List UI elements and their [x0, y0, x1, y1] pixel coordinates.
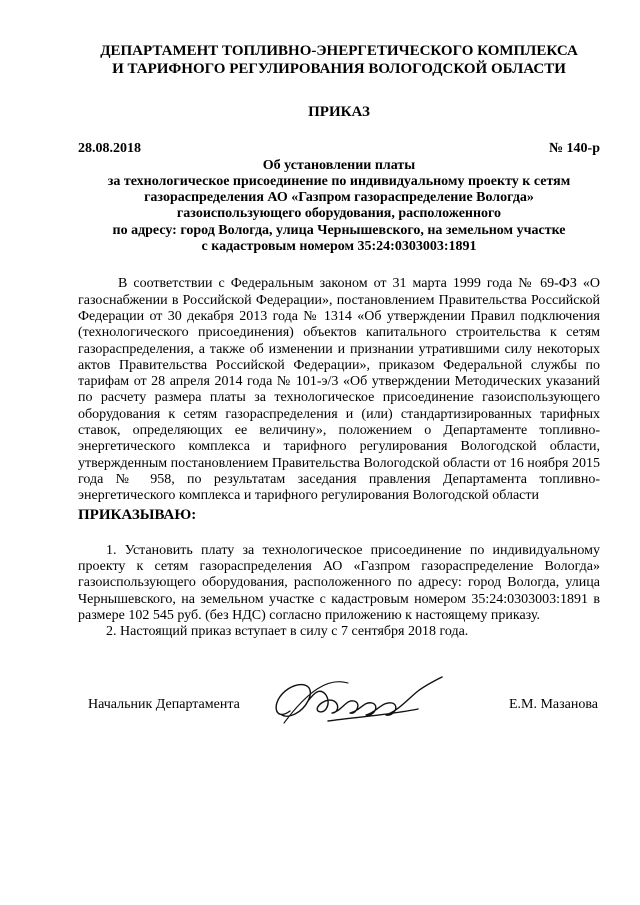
department-line-2: И ТАРИФНОГО РЕГУЛИРОВАНИЯ ВОЛОГОДСКОЙ ОБЛАСТИ — [112, 61, 566, 77]
department-line-1: ДЕПАРТАМЕНТ ТОПЛИВНО-ЭНЕРГЕТИЧЕСКОГО КОМПЛЕКСА — [100, 43, 578, 59]
order-number: № 140-р — [548, 141, 600, 157]
subject-line-2: за технологическое присоединение по индивидуальному проекту к сетям — [107, 173, 571, 189]
order-date: 28.08.2018 — [78, 141, 141, 157]
document-type: ПРИКАЗ — [308, 104, 370, 120]
signatory-position: Начальник Департамента — [88, 696, 240, 712]
signatory-name: Е.М. Мазанова — [508, 696, 598, 712]
order-item-1: 1. Установить плату за технологическое присоединение по индивидуальному проекту к сетям газораспределения АО «Газпром газораспределение Вологда» газоиспользующего оборудования, расположенного по адресу: город Вологда, улица Чернышевского, на земельном участке с кадастровым номером 35:24:0303003:1891 в размере 102 545 руб. (без НДС) согласно приложению к настоящему приказу. — [78, 542, 600, 624]
order-subject — [78, 158, 600, 256]
department-header — [78, 42, 600, 78]
preamble — [78, 276, 600, 522]
subject-line-6: с кадастровым номером 35:24:0303003:1891 — [201, 239, 477, 255]
signature-block — [78, 677, 600, 733]
handwritten-signature — [268, 671, 448, 733]
subject-line-4: газоиспользующего оборудования, расположенного — [176, 206, 502, 222]
orders-word: ПРИКАЗЫВАЮ: — [78, 506, 197, 523]
date-number-row — [78, 141, 600, 157]
subject-line-3: газораспределения АО «Газпром газораспределение Вологда» — [144, 190, 534, 206]
preamble-text: В соответствии с Федеральным законом от 31 марта 1999 года № 69-ФЗ «О газоснабжении в Российской Федерации», постановлением Правительства Российской Федерации от 30 декабря 2013 года № 1314 «Об утверждении Правил подключения (технологического присоединения) объектов капитального строительства к сетям газораспределения, а также об изменении и признании утратившими силу некоторых актов Правительства Российской Федерации», приказом Федеральной службы по тарифам от 28 апреля 2014 года № 101-э/3 «Об утверждении Методических указаний по расчету размера платы за технологическое присоединение газоиспользующего оборудования к сетям газораспределения и (или) стандартизированных тарифных ставок, определяющих ее величину», положением о Департаменте топливно-энергетического комплекса и тарифного регулирования Вологодской области, утвержденным постановлением Правительства Вологодской области от 16 ноября 2015 года № 958, по результатам заседания правления Департамента топливно-энергетического комплекса и тарифного регулирования Вологодской области — [78, 276, 600, 504]
subject-line-1: Об установлении платы — [262, 157, 416, 173]
subject-line-5: по адресу: город Вологда, улица Чернышевского, на земельном участке — [112, 222, 566, 238]
order-item-2: 2. Настоящий приказ вступает в силу с 7 сентября 2018 года. — [106, 624, 469, 640]
order-items — [78, 543, 600, 641]
